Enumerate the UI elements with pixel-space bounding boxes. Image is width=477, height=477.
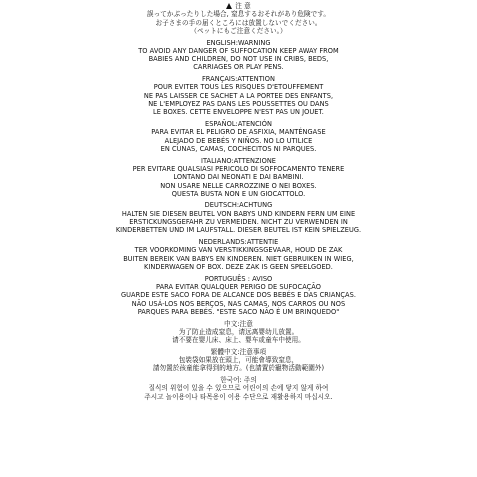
section-korean xyxy=(0,376,477,401)
section-dutch xyxy=(0,238,477,271)
section-chinese-traditional xyxy=(0,348,477,373)
section-line: POUR EVITER TOUS LES RISQUES D'ETOUFFEMENT xyxy=(153,83,324,92)
section-line: GUARDE ESTE SACO FORA DE ALCANCE DOS BEBÉS E DAS CRIANÇAS. xyxy=(120,291,357,300)
section-line: BUITEN BEREIK VAN BABYS EN KINDEREN. NIET GEBRUIKEN IN WIEG, xyxy=(123,254,354,263)
section-heading: ESPAÑOL:ATENCIÓN xyxy=(204,120,273,129)
section-line: PARA EVITAR EL PELIGRO DE ASFIXIA, MANTÉNGASE xyxy=(151,128,326,137)
section-line: LONTANO DAI NEONATI E DAI BAMBINI. xyxy=(173,173,304,182)
section-heading: PORTUGUÊS : AVISO xyxy=(204,274,273,283)
section-line: PARQUES PARA BEBÉS. "ESTE SACO NÃO É UM BRINQUEDO" xyxy=(137,307,340,316)
section-german xyxy=(0,201,477,234)
section-line: LE BOXES. CETTE ENVELOPPE N'EST PAS UN JOUET. xyxy=(153,108,324,117)
section-italian xyxy=(0,157,477,198)
section-line: NE PAS LAISSER CE SACHET A LA PORTEE DES ENFANTS, xyxy=(143,91,334,100)
section-line: NÃO USÁ-LOS NOS BERÇOS, NAS CAMAS, NOS CARROS OU NOS xyxy=(131,299,346,308)
section-heading-text: 注 意 xyxy=(235,2,251,10)
section-spanish xyxy=(0,120,477,153)
section-line: PER EVITARE QUALSIASI PERICOLO DI SOFFOCAMENTO TENERE xyxy=(132,164,345,173)
section-line: EN CUNAS, CAMAS, COCHECITOS NI PARQUES. xyxy=(160,144,317,153)
section-line: お子さまの手の届くところには放置しないでください。 xyxy=(155,18,322,27)
section-portuguese xyxy=(0,275,477,316)
section-line: TO AVOID ANY DANGER OF SUFFOCATION KEEP AWAY FROM xyxy=(138,46,339,55)
section-line: NON USARE NELLE CARROZZINE O NEI BOXES. xyxy=(160,181,317,190)
section-english xyxy=(0,39,477,72)
section-heading: DEUTSCH:ACHTUNG xyxy=(204,201,273,210)
section-line: 請勿置於孩童能拿得到的地方。(也請置於寵物活動範圍外) xyxy=(152,364,325,373)
section-chinese-simplified xyxy=(0,320,477,345)
section-french xyxy=(0,75,477,116)
section-line: 誤ってかぶったりした場合, 窒息するおそれがあり危険です。 xyxy=(146,10,331,19)
section-line: NE L'EMPLOYEZ PAS DANS LES POUSSETTES OU DANS xyxy=(148,100,329,109)
section-line: TER VOORKOMING VAN VERSTIKKINGSGEVAAR, HOUD DE ZAK xyxy=(134,246,343,255)
section-heading: 한국어: 주의 xyxy=(220,376,257,385)
section-heading: ENGLISH:WARNING xyxy=(206,38,271,47)
section-line: 请不要在婴儿床、床上、婴车或童车中使用。 xyxy=(172,336,305,345)
section-line: 为了防止造成窒息，请远离婴幼儿放置。 xyxy=(178,327,299,336)
section-line: PARA EVITAR QUALQUER PERIGO DE SUFOCAÇÃO xyxy=(156,282,321,291)
section-line: 주시고 놀이용이나 타목용이 이용 수단으로 재활용하지 마십시오. xyxy=(144,392,333,401)
section-heading: 繁體中文:注意事項 xyxy=(210,347,267,356)
section-line: 包裝袋如果放在頭上，可能會導致窒息， xyxy=(178,356,299,365)
section-line: （ペットにもご注意ください。） xyxy=(190,26,287,35)
section-heading: NEDERLANDS:ATTENTIE xyxy=(198,238,279,247)
section-line: ALEJADO DE BEBÉS Y NIÑOS. NO LO UTILICE xyxy=(164,136,313,145)
section-line: BABIES AND CHILDREN, DO NOT USE IN CRIBS, BEDS, xyxy=(148,55,329,64)
section-line: QUESTA BUSTA NON E UN GIOCATTOLO. xyxy=(171,189,306,198)
section-line: KINDERWAGEN OF BOX. DEZE ZAK IS GEEN SPEELGOED. xyxy=(144,262,333,271)
section-heading: FRANÇAIS:ATTENTION xyxy=(201,75,276,84)
section-line: KINDERBETTEN UND IM LAUFSTALL. DIESER BEUTEL IST KEIN SPIELZEUG. xyxy=(115,226,362,235)
section-line: HALTEN SIE DIESEN BEUTEL VON BABYS UND KINDERN FERN UM EINE xyxy=(121,209,356,218)
section-line: ERSTICKUNGSGEFAHR ZU VERMEIDEN. NICHT ZU VERWENDEN IN xyxy=(129,218,348,227)
section-line: CARRIAGES OR PLAY PENS. xyxy=(193,63,284,72)
section-heading: 中文:注意 xyxy=(224,319,253,328)
warning-triangle-icon xyxy=(226,3,232,9)
section-heading: ITALIANO:ATTENZIONE xyxy=(200,156,277,165)
section-line: 질식의 위험이 있을 수 있으므로 어린이의 손에 닿지 않게 하여 xyxy=(148,384,329,393)
section-japanese xyxy=(0,2,477,35)
